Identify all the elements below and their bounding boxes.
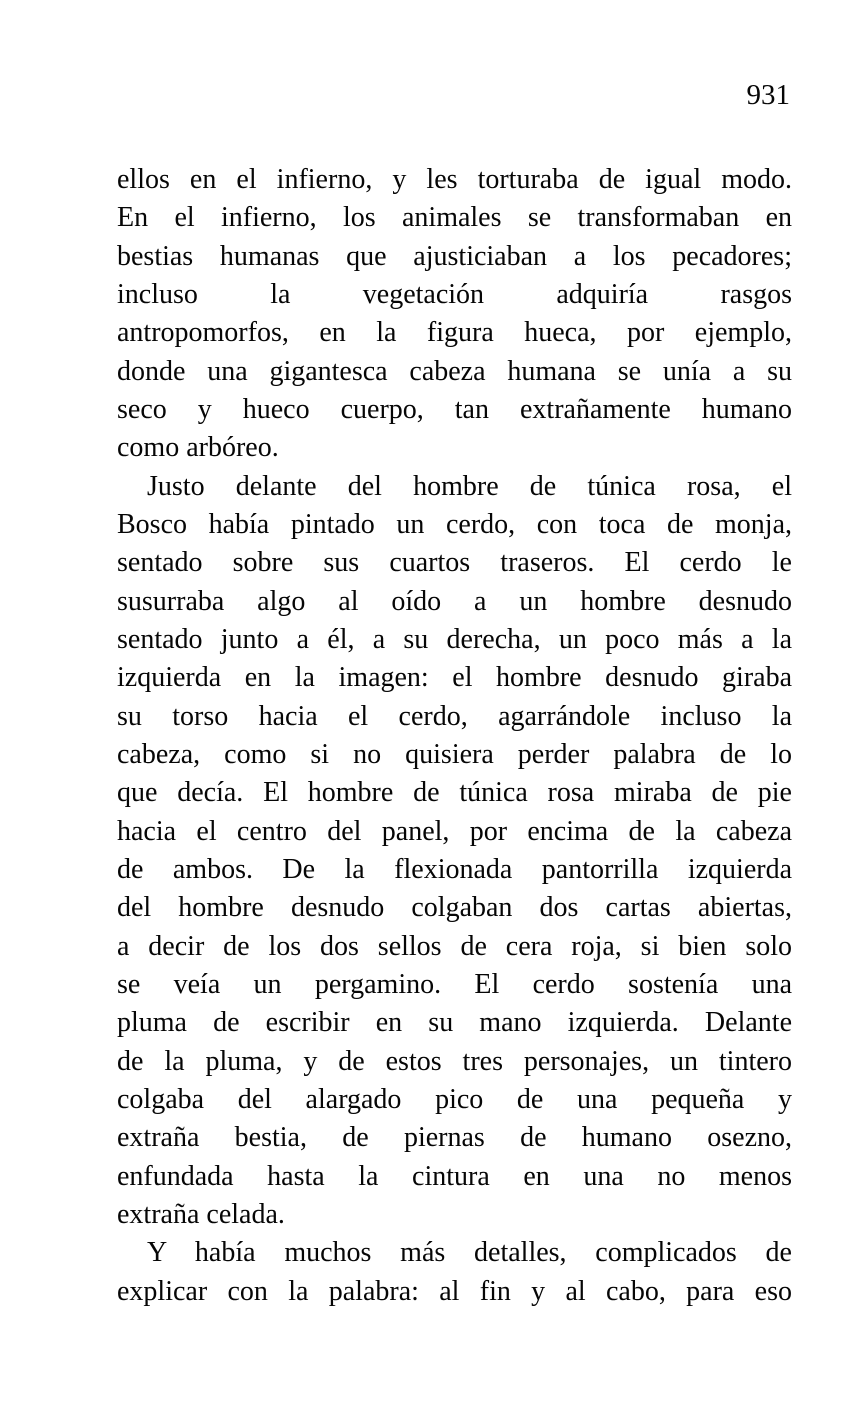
text-line: Justo delante del hombre de túnica rosa, el xyxy=(147,470,792,502)
text-line: extraña bestia, de piernas de humano osezno, xyxy=(117,1122,792,1154)
text-line: explicar con la palabra: al fin y al cabo, para eso xyxy=(117,1275,792,1307)
text-line: de ambos. De la flexionada pantorrilla izquierda xyxy=(117,853,792,885)
text-line: hacia el centro del panel, por encima de la cabeza xyxy=(117,815,792,847)
page-text xyxy=(117,161,792,1311)
text-line: seco y hueco cuerpo, tan extrañamente humano xyxy=(117,393,792,425)
text-line: extraña celada. xyxy=(117,1198,285,1230)
text-line: de la pluma, y de estos tres personajes, un tintero xyxy=(117,1045,792,1077)
text-line: como arbóreo. xyxy=(117,432,279,464)
text-line: izquierda en la imagen: el hombre desnudo giraba xyxy=(117,662,792,694)
text-line: incluso la vegetación adquiría rasgos xyxy=(117,278,792,310)
paragraph xyxy=(117,468,792,1235)
text-line: En el infierno, los animales se transformaban en xyxy=(117,202,792,234)
text-line: pluma de escribir en su mano izquierda. Delante xyxy=(117,1007,792,1039)
text-line: del hombre desnudo colgaban dos cartas abiertas, xyxy=(117,892,792,924)
text-line: bestias humanas que ajusticiaban a los pecadores; xyxy=(117,240,792,272)
page-number: 931 xyxy=(746,79,790,111)
text-line: sentado junto a él, a su derecha, un poco más a la xyxy=(117,623,792,655)
text-line: Bosco había pintado un cerdo, con toca de monja, xyxy=(117,508,792,540)
text-line: enfundada hasta la cintura en una no menos xyxy=(117,1160,792,1192)
paragraph xyxy=(117,1234,792,1311)
text-line: su torso hacia el cerdo, agarrándole incluso la xyxy=(117,700,792,732)
paragraph xyxy=(117,161,792,468)
text-line: susurraba algo al oído a un hombre desnudo xyxy=(117,585,792,617)
text-line: Y había muchos más detalles, complicados de xyxy=(147,1237,792,1269)
text-line: cabeza, como si no quisiera perder palabra de lo xyxy=(117,738,792,770)
text-line: a decir de los dos sellos de cera roja, si bien solo xyxy=(117,930,792,962)
text-line: donde una gigantesca cabeza humana se unía a su xyxy=(117,355,792,387)
text-line: se veía un pergamino. El cerdo sostenía una xyxy=(117,968,792,1000)
text-line: colgaba del alargado pico de una pequeña y xyxy=(117,1083,792,1115)
text-line: que decía. El hombre de túnica rosa miraba de pie xyxy=(117,777,792,809)
text-line: sentado sobre sus cuartos traseros. El cerdo le xyxy=(117,547,792,579)
text-line: antropomorfos, en la figura hueca, por ejemplo, xyxy=(117,317,792,349)
text-line: ellos en el infierno, y les torturaba de igual modo. xyxy=(117,164,792,195)
